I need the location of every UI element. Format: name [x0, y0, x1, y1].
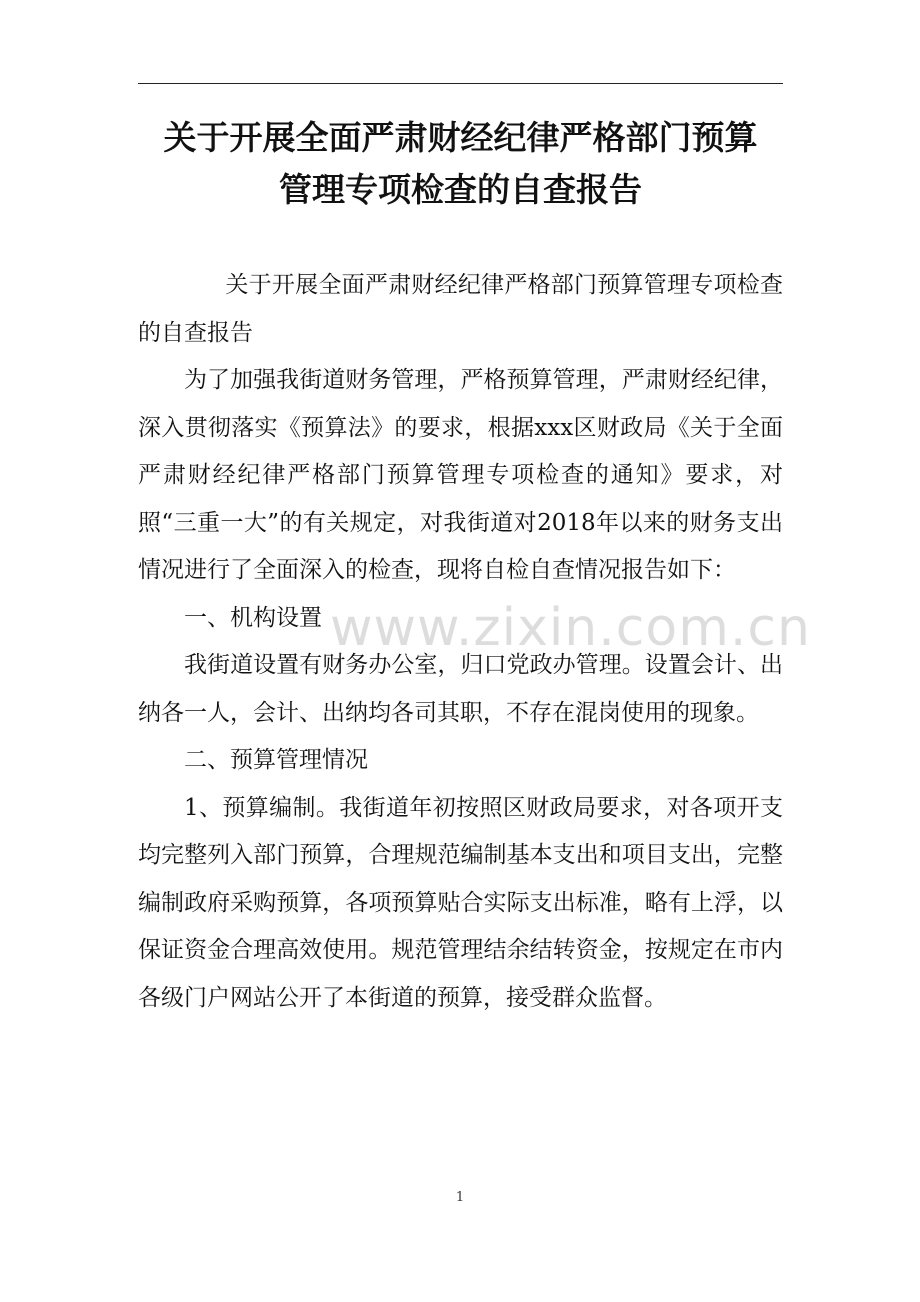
section-heading-budget: 二、预算管理情况	[184, 747, 368, 773]
page-number: 1	[455, 1190, 465, 1205]
document-title	[138, 112, 783, 216]
paragraph-budget-compilation: 1、预算编制。我街道年初按照区财政局要求，对各项开支均完整列入部门预算，合理规范编制基本支出和项目支出，完整编制政府采购预算，各项预算贴合实际支出标准，略有上浮，以保证资金合理高效使用。规范管理结余结转资金，按规定在市内各级门户网站公开了本街道的预算，接受群众监督。	[138, 794, 783, 1011]
watermark: www.zixin.com.cn	[330, 598, 811, 658]
document-body	[138, 262, 783, 1022]
section-heading-organization: 一、机构设置	[184, 604, 322, 631]
title-line-2: 管理专项检查的自查报告	[279, 170, 642, 209]
paragraph-organization: 我街道设置有财务办公室，归口党政办管理。设置会计、出纳各一人，会计、出纳均各司其职，不存在混岗使用的现象。	[138, 652, 783, 726]
paragraph-intro: 为了加强我街道财务管理，严格预算管理，严肃财经纪律，深入贯彻落实《预算法》的要求，根据xxx区财政局《关于全面严肃财经纪律严格部门预算管理专项检查的通知》要求，对照“三重一大”的有关规定，对我街道对2018年以来的财务支出情况进行了全面深入的检查，现将自检自查情况报告如下：	[138, 367, 783, 583]
title-line-1: 关于开展全面严肃财经纪律严格部门预算	[163, 118, 758, 157]
paragraph-subtitle: 关于开展全面严肃财经纪律严格部门预算管理专项检查的自查报告	[138, 272, 783, 346]
header-rule	[138, 83, 783, 84]
